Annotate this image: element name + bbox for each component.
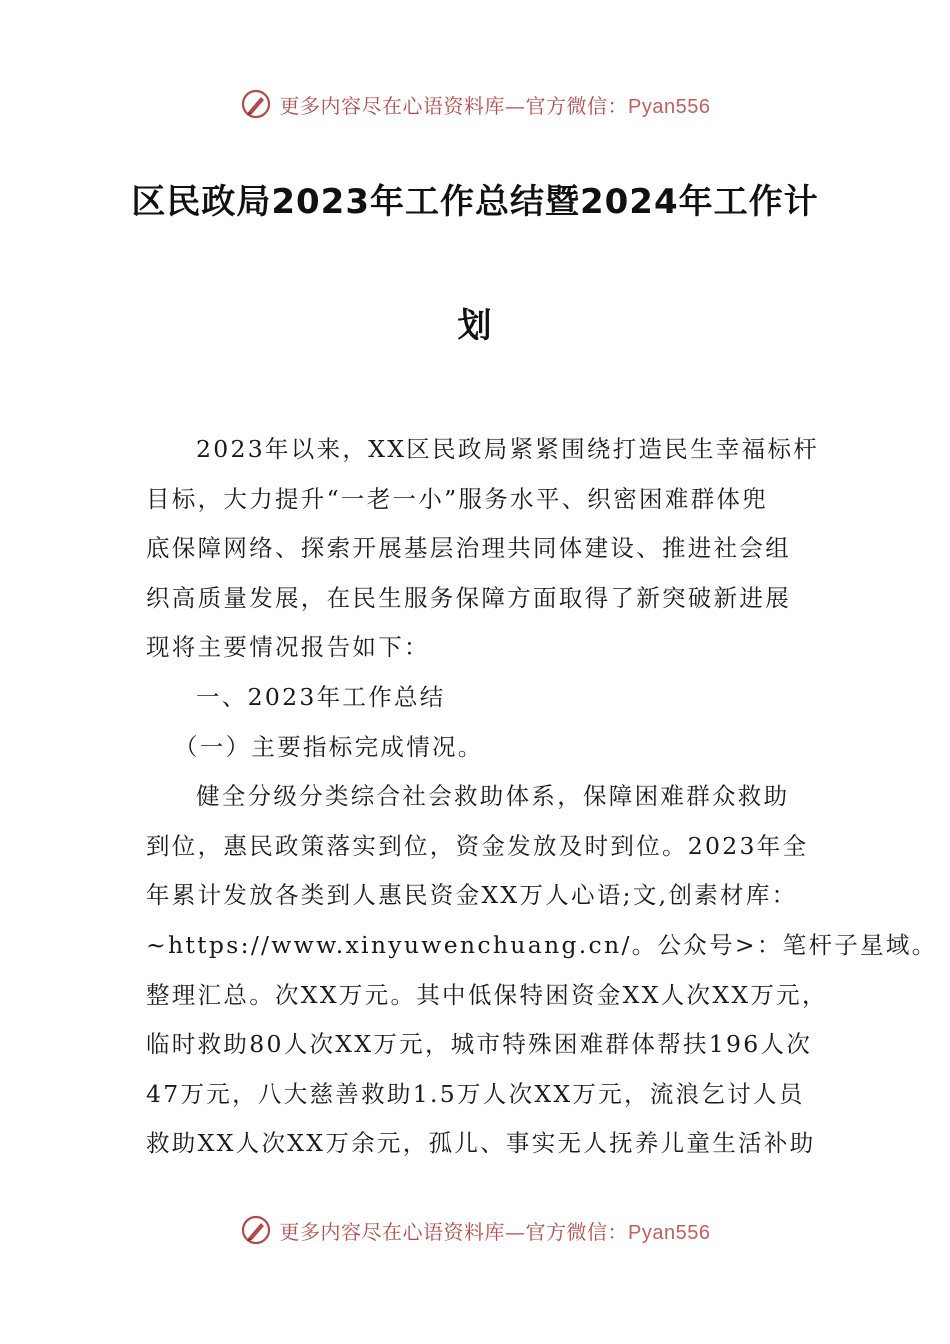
body-line: ~https://www.xinyuwenchuang.cn/。公众号>：笔杆子星域。 [146,930,938,959]
document-title-line-1: 区民政局2023年工作总结暨2024年工作计 [131,182,819,222]
body-line: 临时救助80人次XX万元，城市特殊困难群体帮扶196人次 [146,1030,813,1059]
body-line: 年累计发放各类到人惠民资金XX万人心语;文,创素材库： [146,881,798,910]
body-line: 到位，惠民政策落实到位，资金发放及时到位。2023年全 [146,831,809,860]
watermark-brand: Pyan556 [628,95,711,118]
pen-logo-icon [240,1214,272,1246]
section-heading: 一、2023年工作总结 [196,682,446,711]
body-line: 织高质量发展，在民生服务保障方面取得了新突破新进展 [146,583,791,612]
subsection-heading: （一）主要指标完成情况。 [174,732,484,761]
body-line: 47万元，八大慈善救助1.5万人次XX万元，流浪乞讨人员 [146,1079,805,1108]
watermark-text [280,1216,711,1245]
body-line: 整理汇总。次XX万元。其中低保特困资金XX人次XX万元， [146,980,828,1009]
watermark-label: 更多内容尽在心语资料库—官方微信： [279,93,629,118]
body-line: 底保障网络、探索开展基层治理共同体建设、推进社会组 [146,534,791,563]
body-line: 救助XX人次XX万余元，孤儿、事实无人抚养儿童生活补助 [146,1129,816,1158]
body-line: 目标，大力提升“一老一小”服务水平、织密困难群体兜 [146,484,769,513]
watermark-brand: Pyan556 [628,1221,711,1244]
watermark-footer [0,1210,950,1250]
body-line: 2023年以来，XX区民政局紧紧围绕打造民生幸福标杆 [196,435,820,463]
document-body [146,425,938,1169]
pen-logo-icon [240,88,272,120]
watermark-label: 更多内容尽在心语资料库—官方微信： [279,1219,629,1244]
watermark-header [0,84,950,124]
body-line: 现将主要情况报告如下： [146,633,430,662]
document-title-line-2: 划 [457,306,493,346]
body-line: 健全分级分类综合社会救助体系，保障困难群众救助 [196,782,790,811]
watermark-text [280,90,711,119]
